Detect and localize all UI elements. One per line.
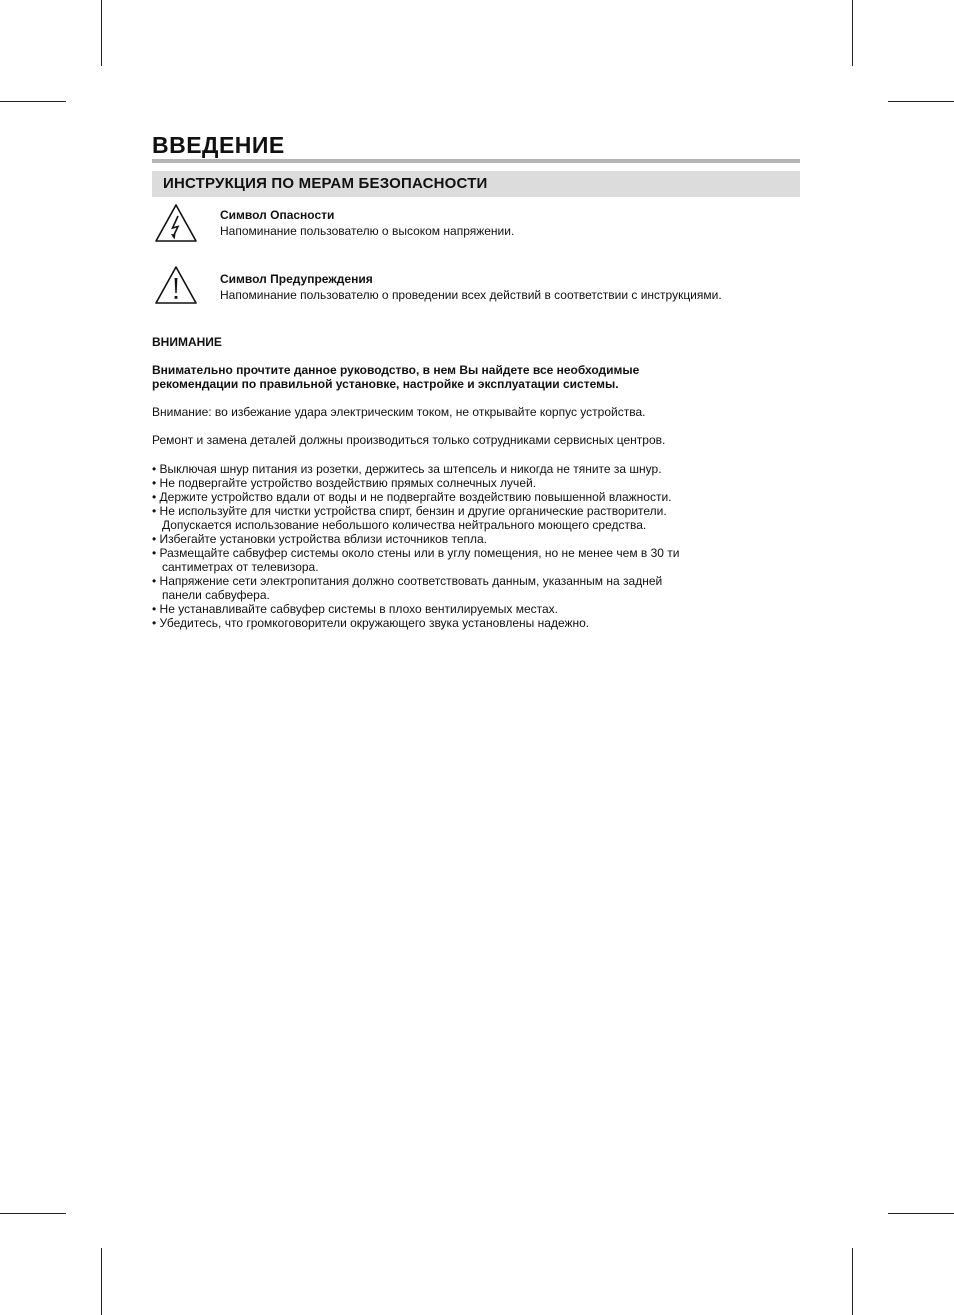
crop-mark <box>852 1248 853 1315</box>
crop-mark <box>0 1213 66 1214</box>
danger-symbol-text <box>220 207 514 239</box>
attention-intro-line: рекомендации по правильной установке, настройке и эксплуатации системы. <box>152 377 619 391</box>
lightning-warning-icon <box>154 203 198 243</box>
list-item: • Не используйте для чистки устройства спирт, бензин и другие органические растворители. Допускается использование небольшого количества нейтрального моющего средства. <box>152 504 667 532</box>
danger-symbol-title: Символ Опасности <box>220 208 335 222</box>
attention-paragraph: Ремонт и замена деталей должны производиться только сотрудниками сервисных центров. <box>152 433 666 447</box>
list-item: • Размещайте сабвуфер системы около стены или в углу помещения, но не менее чем в 30 ти сантиметрах от телевизора. <box>152 546 680 574</box>
list-item: • Держите устройство вдали от воды и не подвергайте воздействию повышенной влажности. <box>152 490 672 504</box>
list-item: • Выключая шнур питания из розетки, держитесь за штепсель и никогда не тяните за шнур. <box>152 462 662 476</box>
crop-mark <box>888 1213 954 1214</box>
safety-list <box>152 462 792 630</box>
crop-mark <box>101 0 102 66</box>
danger-symbol-desc: Напоминание пользователю о высоком напряжении. <box>220 224 515 238</box>
section-title: ИНСТРУКЦИЯ ПО МЕРАМ БЕЗОПАСНОСТИ <box>163 175 488 192</box>
crop-mark <box>101 1248 102 1315</box>
attention-intro-line: Внимательно прочтите данное руководство, в нем Вы найдете все необходимые <box>152 363 640 377</box>
crop-mark <box>888 101 954 102</box>
crop-mark <box>0 101 66 102</box>
crop-mark <box>852 0 853 66</box>
warning-symbol-desc: Напоминание пользователю о проведении всех действий в соответствии с инструкциями. <box>220 288 722 302</box>
page-title: ВВЕДЕНИЕ <box>152 132 285 158</box>
exclamation-warning-icon <box>154 265 198 305</box>
attention-intro <box>152 363 792 391</box>
section-header <box>152 171 800 197</box>
list-item: • Напряжение сети электропитания должно соответствовать данным, указанным на задней панели сабвуфера. <box>152 574 663 602</box>
list-item: • Не подвергайте устройство воздействию прямых солнечных лучей. <box>152 476 537 490</box>
attention-heading: ВНИМАНИЕ <box>152 335 222 349</box>
title-rule <box>152 159 800 163</box>
list-item: • Не устанавливайте сабвуфер системы в плохо вентилируемых местах. <box>152 602 559 616</box>
warning-symbol-text <box>220 271 722 303</box>
attention-paragraph: Внимание: во избежание удара электрическим током, не открывайте корпус устройства. <box>152 405 646 419</box>
list-item: • Убедитесь, что громкоговорители окружающего звука установлены надежно. <box>152 616 590 630</box>
list-item: • Избегайте установки устройства вблизи источников тепла. <box>152 532 488 546</box>
warning-symbol-title: Символ Предупреждения <box>220 272 373 286</box>
